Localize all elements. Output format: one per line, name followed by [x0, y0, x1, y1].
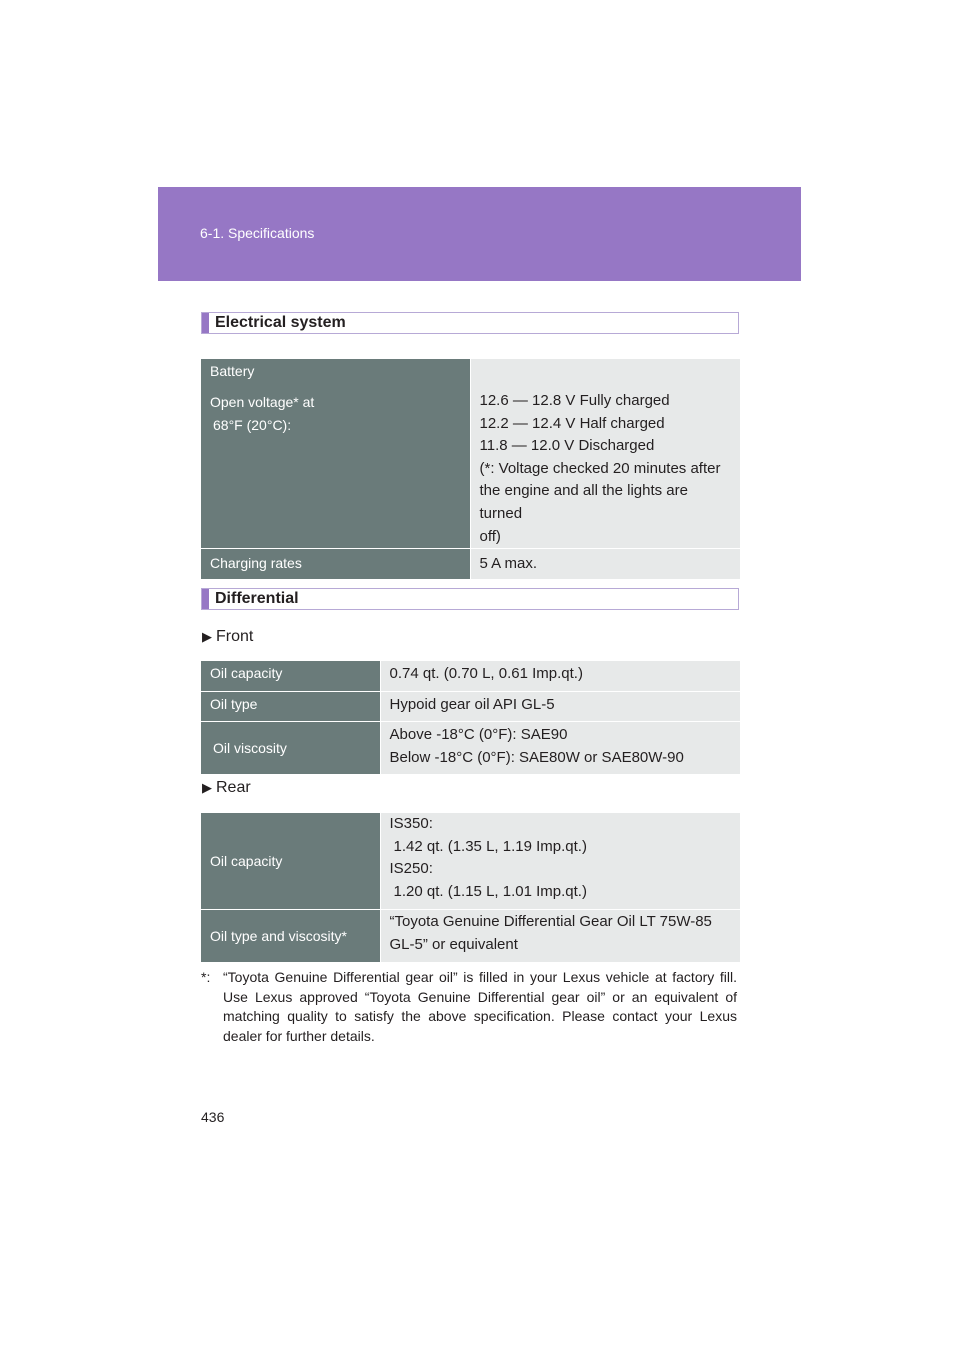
rear-oil-capacity-row	[201, 813, 740, 910]
rear-oil-capacity-label: Oil capacity	[210, 852, 283, 869]
viscosity-line: Above -18°C (0°F): SAE90	[389, 726, 568, 743]
voltage-line: 11.8 — 12.0 V Discharged	[479, 437, 655, 455]
voltage-label-line-1: Open voltage* at	[210, 394, 315, 410]
footnote-text: “Toyota Genuine Differential gear oil” is filled in your Lexus vehicle at factory fill. Use Lexus approved “Toyota Genuine Differential gear oil” or an equivalent of matching quality to satisfy the above specification. Please contact your Lexus dealer for further details.	[223, 969, 737, 1044]
front-oil-capacity-label-cell	[201, 661, 380, 692]
heading-accent-bar	[202, 313, 209, 333]
capacity-line: IS250:	[389, 860, 433, 877]
front-oil-type-value-cell	[380, 692, 740, 722]
rear-oil-type-value-cell	[380, 910, 740, 963]
oil-type-line: GL-5” or equivalent	[389, 936, 518, 953]
rear-oil-type-label-cell	[201, 910, 380, 963]
front-oil-viscosity-value-cell	[380, 722, 740, 775]
differential-heading	[201, 588, 739, 610]
front-oil-capacity-value-cell	[380, 661, 740, 692]
front-oil-capacity-row	[201, 661, 740, 692]
rear-differential-table	[201, 813, 740, 962]
charging-value: 5 A max.	[479, 555, 538, 573]
charging-row	[201, 549, 740, 580]
battery-label-cell	[201, 359, 470, 549]
page-number: 436	[201, 1109, 225, 1125]
rear-subheading	[202, 779, 251, 797]
battery-label: Battery	[210, 363, 255, 379]
front-oil-capacity-value: 0.74 qt. (0.70 L, 0.61 Imp.qt.)	[389, 665, 583, 682]
front-oil-capacity-label: Oil capacity	[210, 665, 283, 681]
rear-oil-type-label: Oil type and viscosity*	[210, 927, 347, 944]
electrical-system-title: Electrical system	[215, 314, 346, 331]
charging-label-cell	[201, 549, 470, 580]
front-differential-table	[201, 661, 740, 774]
front-oil-viscosity-label: Oil viscosity	[213, 739, 287, 756]
triangle-bullet-icon: ▶	[202, 629, 212, 644]
capacity-line: 1.42 qt. (1.35 L, 1.19 Imp.qt.)	[393, 837, 587, 855]
voltage-line: 12.2 — 12.4 V Half charged	[479, 414, 665, 432]
voltage-label-line-2: 68°F (20°C):	[213, 417, 292, 433]
rear-oil-capacity-label-cell	[201, 813, 380, 910]
front-oil-viscosity-label-cell	[201, 722, 380, 775]
charging-label: Charging rates	[210, 555, 302, 572]
charging-value-cell	[470, 549, 740, 580]
front-label: Front	[216, 628, 254, 645]
heading-accent-bar	[202, 589, 209, 609]
triangle-bullet-icon: ▶	[202, 780, 212, 795]
front-oil-viscosity-row	[201, 722, 740, 775]
battery-value-cell	[470, 359, 740, 549]
rear-oil-type-row	[201, 910, 740, 963]
differential-title: Differential	[215, 590, 299, 607]
front-oil-type-value: Hypoid gear oil API GL-5	[389, 696, 555, 713]
footnote-mark: *:	[201, 969, 211, 985]
front-oil-type-label: Oil type	[210, 696, 258, 712]
electrical-system-heading	[201, 312, 739, 334]
battery-row	[201, 359, 740, 549]
voltage-line: off)	[479, 527, 501, 545]
rear-label: Rear	[216, 779, 251, 796]
capacity-line: 1.20 qt. (1.15 L, 1.01 Imp.qt.)	[393, 882, 587, 900]
front-subheading	[202, 628, 253, 646]
rear-oil-capacity-value-cell	[380, 813, 740, 910]
viscosity-line: Below -18°C (0°F): SAE80W or SAE80W-90	[389, 749, 684, 766]
section-title: 6-1. Specifications	[200, 225, 315, 241]
voltage-line: (*: Voltage checked 20 minutes after	[479, 459, 721, 477]
front-oil-type-label-cell	[201, 692, 380, 722]
electrical-table	[201, 359, 740, 579]
voltage-line: the engine and all the lights are turned	[479, 482, 688, 522]
capacity-line: IS350:	[389, 815, 433, 832]
section-banner	[158, 187, 801, 281]
footnote	[201, 968, 737, 1046]
voltage-line: 12.6 — 12.8 V Fully charged	[479, 392, 670, 409]
oil-type-line: “Toyota Genuine Differential Gear Oil LT 75W-85	[389, 913, 712, 930]
front-oil-type-row	[201, 692, 740, 722]
